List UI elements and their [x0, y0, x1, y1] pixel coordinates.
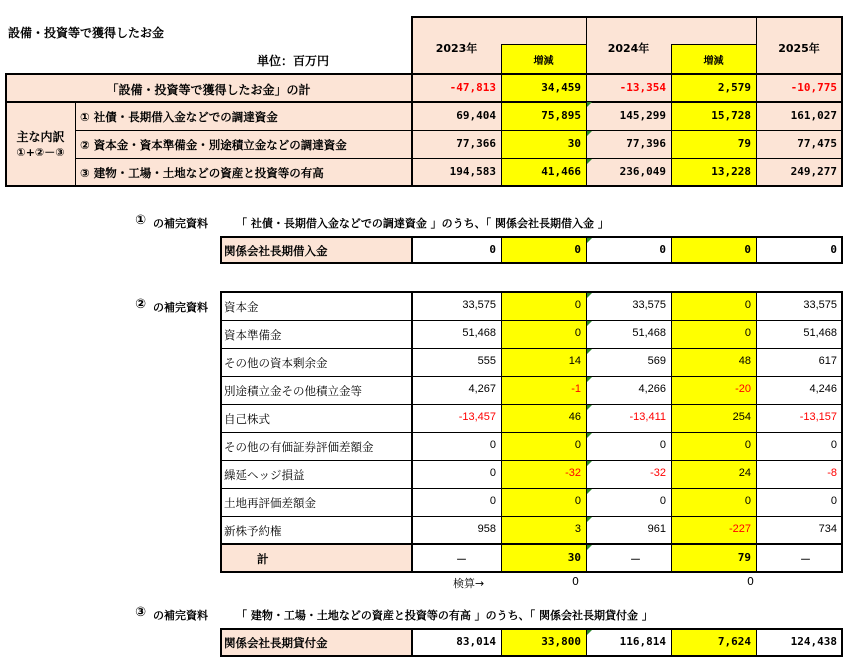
supp2-row-label: その他の有価証券評価差額金 [224, 440, 374, 454]
supp2-marker: ② [135, 297, 147, 312]
supp3-marker: ③ [135, 605, 147, 620]
header-2025: 2025年 [778, 42, 820, 55]
supp2-value: -13,457 [458, 411, 496, 423]
row-value: 194,583 [449, 165, 496, 178]
row-value: 77,475 [797, 137, 837, 150]
supp2-value: 3 [574, 523, 581, 535]
total-value: -10,775 [790, 81, 837, 94]
supp2-value: -13,411 [629, 411, 666, 423]
supp2-row-label: 土地再評価差額金 [224, 496, 316, 510]
supp2-value: 254 [732, 411, 751, 423]
supp2-total-value: － [456, 553, 467, 566]
supp2-total-value: － [800, 553, 811, 566]
row-value: 75,895 [541, 109, 581, 122]
supp2-value: 4,246 [809, 383, 837, 395]
supp2-total-value: 30 [567, 551, 581, 564]
supp1-value: 0 [489, 243, 496, 256]
supp1-value: 0 [659, 243, 666, 256]
supp2-value: 0 [744, 439, 751, 451]
row-value: 145,299 [619, 109, 666, 122]
supp2-value: -227 [728, 523, 751, 535]
supp2-value: 0 [830, 495, 837, 507]
supp2-value: 14 [568, 355, 581, 367]
supp2-value: 33,575 [462, 299, 496, 311]
supp2-total-label: 計 [257, 552, 269, 566]
supp1-value: 0 [744, 243, 751, 256]
supp2-row-label: その他の資本剰余金 [224, 356, 328, 370]
supp1-marker: ① [135, 213, 147, 228]
supp1-heading: の補完資料 [153, 217, 208, 230]
supp2-value: 0 [744, 495, 751, 507]
total-value: -47,813 [449, 81, 496, 94]
supp2-value: 33,575 [803, 299, 837, 311]
supp2-value: 734 [818, 523, 837, 535]
total-value: 34,459 [541, 81, 581, 94]
check-label: 検算→ [453, 577, 485, 590]
row-value: 77,366 [456, 137, 496, 150]
row-label-capital: ② 資本金・資本準備金・別途積立金などの調達資金 [80, 138, 347, 152]
supp2-value: 51,468 [462, 327, 496, 339]
supp3-heading: の補完資料 [153, 609, 208, 622]
row-label-bonds: ① 社債・長期借入金などでの調達資金 [80, 110, 278, 124]
row-value: 161,027 [790, 109, 837, 122]
supp3-value: 124,438 [790, 635, 837, 648]
supp2-value: -32 [565, 467, 581, 479]
supp3-value: 83,014 [456, 635, 496, 648]
supp2-value: 569 [647, 355, 666, 367]
supp2-value: 4,266 [638, 383, 666, 395]
supp2-value: 0 [574, 327, 581, 339]
supp2-row-label: 新株予約権 [224, 524, 282, 538]
unit-label: 単位：百万円 [257, 54, 330, 68]
supp2-value: 48 [738, 355, 751, 367]
supp2-value: 0 [659, 495, 666, 507]
row-value: 41,466 [541, 165, 581, 178]
supp2-value: 961 [647, 523, 666, 535]
header-diff-2: 増減 [703, 56, 724, 67]
header-2023: 2023年 [435, 42, 478, 55]
supp2-value: 0 [574, 299, 581, 311]
supp2-value: 51,468 [803, 327, 837, 339]
supp3-row-label: 関係会社長期貸付金 [224, 636, 328, 650]
supp1-value: 0 [830, 243, 837, 256]
total-value: -13,354 [619, 81, 666, 94]
supp2-value: 0 [489, 467, 496, 479]
row-value: 236,049 [619, 165, 666, 178]
check-value-2: 0 [747, 575, 754, 588]
supp2-value: -32 [650, 467, 666, 479]
supp2-value: 0 [489, 495, 496, 507]
supp2-row-label: 繰延ヘッジ損益 [224, 468, 305, 482]
supp2-value: 51,468 [632, 327, 666, 339]
row-value: 15,728 [711, 109, 751, 122]
supp2-row-label: 資本金 [224, 300, 259, 314]
supp2-value: 0 [574, 439, 581, 451]
supp2-row-label: 資本準備金 [224, 328, 282, 342]
supp2-row-label: 別途積立金その他積立金等 [224, 384, 362, 398]
row-value: 69,404 [456, 109, 496, 122]
row-value: 79 [737, 137, 751, 150]
breakdown-label: 主な内訳 [16, 130, 65, 144]
supp2-value: 0 [659, 439, 666, 451]
supp2-row-label: 自己株式 [224, 412, 270, 426]
supp2-value: 555 [477, 355, 496, 367]
header-diff-1: 増減 [533, 56, 554, 67]
check-value-1: 0 [572, 575, 579, 588]
row-value: 249,277 [790, 165, 837, 178]
supp2-value: -20 [735, 383, 751, 395]
supp2-value: 0 [744, 327, 751, 339]
supp2-total-value: 79 [737, 551, 751, 564]
supp3-value: 7,624 [717, 635, 751, 648]
supp3-value: 116,814 [619, 635, 666, 648]
supp2-value: 0 [574, 495, 581, 507]
supp1-value: 0 [574, 243, 581, 256]
supp2-value: 958 [477, 523, 496, 535]
supp2-value: 24 [738, 467, 751, 479]
total-row-label: 「設備・投資等で獲得したお金」の計 [106, 83, 311, 97]
supp2-value: -8 [827, 467, 837, 479]
supp2-value: 617 [818, 355, 837, 367]
supp3-value: 33,800 [541, 635, 581, 648]
supp1-row-label: 関係会社長期借入金 [224, 244, 328, 258]
row-value: 30 [567, 137, 581, 150]
row-label-assets: ③ 建物・工場・土地などの資産と投資等の有高 [80, 166, 324, 180]
supp2-value: 33,575 [632, 299, 666, 311]
row-value: 13,228 [711, 165, 751, 178]
supp2-value: 4,267 [468, 383, 496, 395]
supp1-description: 「 社債・長期借入金などでの調達資金 」のうち、「 関係会社長期借入金 」 [236, 217, 609, 230]
supp2-value: 0 [744, 299, 751, 311]
supp2-value: 0 [830, 439, 837, 451]
supp2-value: -13,157 [799, 411, 837, 423]
breakdown-formula: ①+②－③ [16, 146, 65, 159]
total-value: 2,579 [717, 81, 751, 94]
supp2-heading: の補完資料 [153, 301, 208, 314]
header-2024: 2024年 [607, 42, 650, 55]
supp2-total-value: － [630, 553, 641, 566]
supp2-value: 0 [489, 439, 496, 451]
page-title: 設備・投資等で獲得したお金 [8, 26, 165, 40]
supp2-value: -1 [571, 383, 581, 395]
row-value: 77,396 [626, 137, 666, 150]
supp2-value: 46 [568, 411, 581, 423]
supp3-description: 「 建物・工場・土地などの資産と投資等の有高 」のうち、「 関係会社長期貸付金 」 [236, 609, 653, 622]
